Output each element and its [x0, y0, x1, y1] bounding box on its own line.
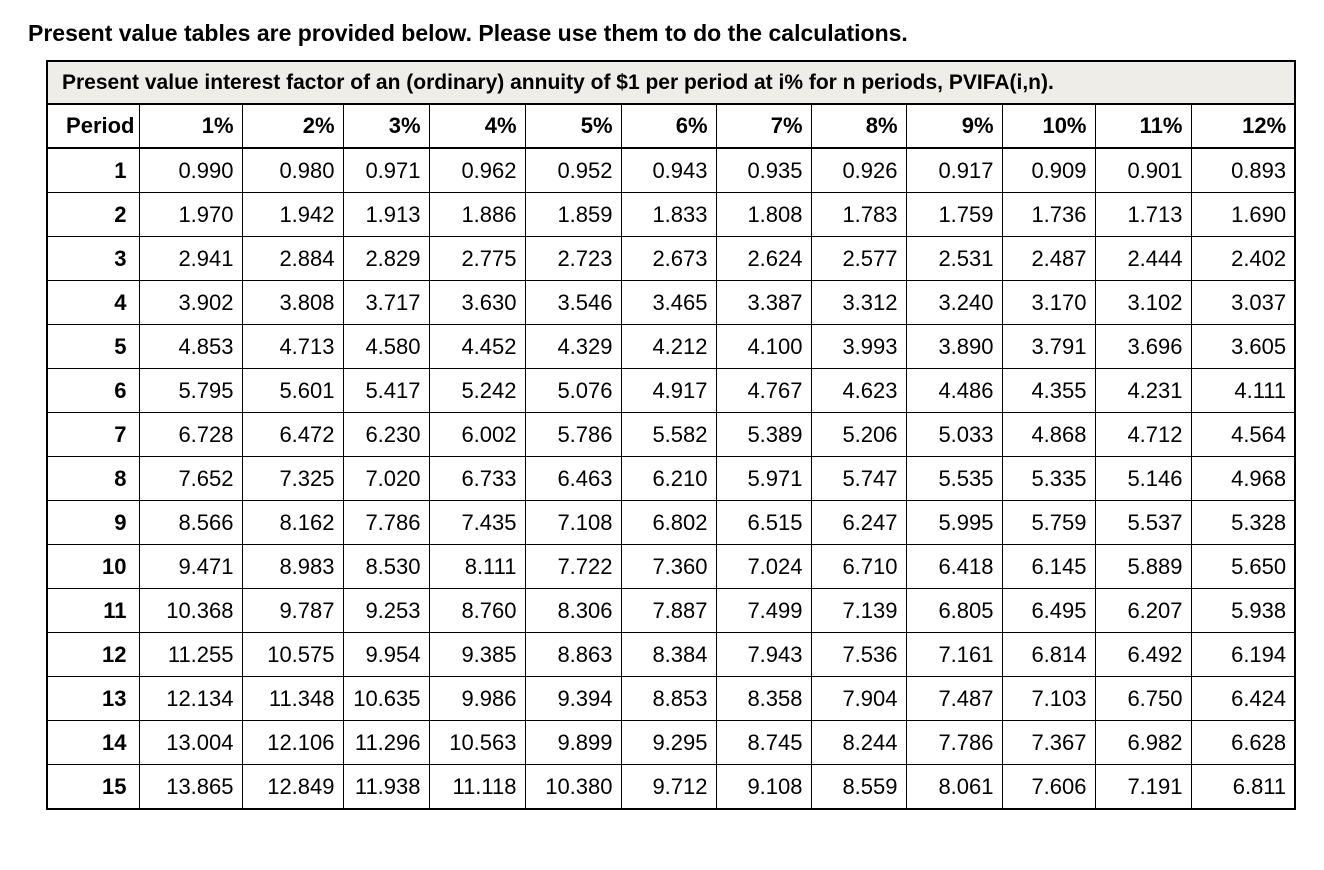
period-cell: 9	[47, 501, 139, 545]
factor-cell: 8.358	[716, 677, 811, 721]
factor-cell: 8.384	[621, 633, 716, 677]
factor-cell: 7.887	[621, 589, 716, 633]
table-row	[47, 765, 1295, 810]
period-cell: 3	[47, 237, 139, 281]
table-row	[47, 325, 1295, 369]
factor-cell: 9.954	[343, 633, 429, 677]
factor-cell: 6.145	[1002, 545, 1095, 589]
factor-cell: 6.492	[1095, 633, 1191, 677]
factor-cell: 0.952	[525, 148, 621, 193]
factor-cell: 5.786	[525, 413, 621, 457]
rate-column-header: 11%	[1095, 104, 1191, 148]
factor-cell: 6.002	[429, 413, 525, 457]
factor-cell: 8.306	[525, 589, 621, 633]
factor-cell: 2.402	[1191, 237, 1295, 281]
factor-cell: 4.917	[621, 369, 716, 413]
factor-cell: 3.791	[1002, 325, 1095, 369]
table-row	[47, 281, 1295, 325]
rate-column-header: 9%	[906, 104, 1002, 148]
factor-cell: 3.312	[811, 281, 906, 325]
factor-cell: 12.106	[242, 721, 343, 765]
factor-cell: 7.435	[429, 501, 525, 545]
rate-column-header: 10%	[1002, 104, 1095, 148]
table-body	[47, 148, 1295, 809]
factor-cell: 4.231	[1095, 369, 1191, 413]
factor-cell: 8.162	[242, 501, 343, 545]
factor-cell: 6.811	[1191, 765, 1295, 810]
table-row	[47, 501, 1295, 545]
factor-cell: 6.710	[811, 545, 906, 589]
factor-cell: 2.829	[343, 237, 429, 281]
factor-cell: 2.941	[139, 237, 242, 281]
factor-cell: 9.712	[621, 765, 716, 810]
factor-cell: 5.328	[1191, 501, 1295, 545]
factor-cell: 5.535	[906, 457, 1002, 501]
table-header-row	[47, 104, 1295, 148]
factor-cell: 4.968	[1191, 457, 1295, 501]
rate-column-header: 2%	[242, 104, 343, 148]
factor-cell: 7.024	[716, 545, 811, 589]
factor-cell: 6.495	[1002, 589, 1095, 633]
factor-cell: 3.902	[139, 281, 242, 325]
factor-cell: 7.360	[621, 545, 716, 589]
table-row	[47, 193, 1295, 237]
period-cell: 15	[47, 765, 139, 810]
factor-cell: 4.100	[716, 325, 811, 369]
factor-cell: 4.868	[1002, 413, 1095, 457]
factor-cell: 7.191	[1095, 765, 1191, 810]
factor-cell: 4.486	[906, 369, 1002, 413]
factor-cell: 2.487	[1002, 237, 1095, 281]
factor-cell: 4.853	[139, 325, 242, 369]
factor-cell: 2.673	[621, 237, 716, 281]
rate-column-header: 8%	[811, 104, 906, 148]
factor-cell: 1.970	[139, 193, 242, 237]
table-row	[47, 721, 1295, 765]
factor-cell: 0.943	[621, 148, 716, 193]
factor-cell: 6.230	[343, 413, 429, 457]
rate-column-header: 1%	[139, 104, 242, 148]
factor-cell: 0.980	[242, 148, 343, 193]
factor-cell: 4.111	[1191, 369, 1295, 413]
rate-column-header: 12%	[1191, 104, 1295, 148]
factor-cell: 6.733	[429, 457, 525, 501]
factor-cell: 8.863	[525, 633, 621, 677]
factor-cell: 13.865	[139, 765, 242, 810]
factor-cell: 6.515	[716, 501, 811, 545]
factor-cell: 9.986	[429, 677, 525, 721]
period-column-header: Period	[47, 104, 139, 148]
factor-cell: 7.108	[525, 501, 621, 545]
factor-cell: 6.424	[1191, 677, 1295, 721]
factor-cell: 7.161	[906, 633, 1002, 677]
factor-cell: 8.559	[811, 765, 906, 810]
factor-cell: 1.859	[525, 193, 621, 237]
period-cell: 1	[47, 148, 139, 193]
rate-column-header: 6%	[621, 104, 716, 148]
factor-cell: 4.580	[343, 325, 429, 369]
factor-cell: 5.601	[242, 369, 343, 413]
factor-cell: 6.194	[1191, 633, 1295, 677]
factor-cell: 3.102	[1095, 281, 1191, 325]
factor-cell: 7.786	[906, 721, 1002, 765]
period-cell: 2	[47, 193, 139, 237]
factor-cell: 5.242	[429, 369, 525, 413]
factor-cell: 7.652	[139, 457, 242, 501]
factor-cell: 1.713	[1095, 193, 1191, 237]
factor-cell: 2.723	[525, 237, 621, 281]
factor-cell: 8.745	[716, 721, 811, 765]
table-row	[47, 148, 1295, 193]
factor-cell: 8.853	[621, 677, 716, 721]
factor-cell: 7.786	[343, 501, 429, 545]
factor-cell: 1.759	[906, 193, 1002, 237]
factor-cell: 1.808	[716, 193, 811, 237]
factor-cell: 6.805	[906, 589, 1002, 633]
factor-cell: 7.139	[811, 589, 906, 633]
factor-cell: 3.546	[525, 281, 621, 325]
factor-cell: 9.899	[525, 721, 621, 765]
factor-cell: 3.465	[621, 281, 716, 325]
factor-cell: 2.531	[906, 237, 1002, 281]
factor-cell: 3.808	[242, 281, 343, 325]
factor-cell: 13.004	[139, 721, 242, 765]
factor-cell: 3.630	[429, 281, 525, 325]
factor-cell: 5.582	[621, 413, 716, 457]
factor-cell: 0.971	[343, 148, 429, 193]
factor-cell: 3.170	[1002, 281, 1095, 325]
factor-cell: 0.990	[139, 148, 242, 193]
factor-cell: 10.575	[242, 633, 343, 677]
factor-cell: 7.103	[1002, 677, 1095, 721]
factor-cell: 3.696	[1095, 325, 1191, 369]
rate-column-header: 4%	[429, 104, 525, 148]
factor-cell: 4.767	[716, 369, 811, 413]
factor-cell: 6.750	[1095, 677, 1191, 721]
factor-cell: 2.884	[242, 237, 343, 281]
factor-cell: 5.206	[811, 413, 906, 457]
factor-cell: 1.833	[621, 193, 716, 237]
factor-cell: 5.389	[716, 413, 811, 457]
factor-cell: 1.736	[1002, 193, 1095, 237]
factor-cell: 6.463	[525, 457, 621, 501]
factor-cell: 8.061	[906, 765, 1002, 810]
factor-cell: 6.472	[242, 413, 343, 457]
factor-cell: 11.348	[242, 677, 343, 721]
factor-cell: 5.650	[1191, 545, 1295, 589]
factor-cell: 0.926	[811, 148, 906, 193]
factor-cell: 6.247	[811, 501, 906, 545]
period-cell: 7	[47, 413, 139, 457]
factor-cell: 11.938	[343, 765, 429, 810]
table-row	[47, 457, 1295, 501]
factor-cell: 7.325	[242, 457, 343, 501]
factor-cell: 8.530	[343, 545, 429, 589]
factor-cell: 1.886	[429, 193, 525, 237]
factor-cell: 9.787	[242, 589, 343, 633]
factor-cell: 4.452	[429, 325, 525, 369]
factor-cell: 1.942	[242, 193, 343, 237]
period-cell: 11	[47, 589, 139, 633]
factor-cell: 7.722	[525, 545, 621, 589]
factor-cell: 10.635	[343, 677, 429, 721]
period-cell: 12	[47, 633, 139, 677]
rate-column-header: 5%	[525, 104, 621, 148]
period-cell: 8	[47, 457, 139, 501]
factor-cell: 6.814	[1002, 633, 1095, 677]
factor-cell: 5.747	[811, 457, 906, 501]
factor-cell: 5.537	[1095, 501, 1191, 545]
table-row	[47, 369, 1295, 413]
factor-cell: 5.033	[906, 413, 1002, 457]
factor-cell: 0.893	[1191, 148, 1295, 193]
factor-cell: 7.606	[1002, 765, 1095, 810]
factor-cell: 0.901	[1095, 148, 1191, 193]
factor-cell: 5.146	[1095, 457, 1191, 501]
factor-cell: 5.995	[906, 501, 1002, 545]
table-row	[47, 413, 1295, 457]
factor-cell: 6.418	[906, 545, 1002, 589]
factor-cell: 5.795	[139, 369, 242, 413]
rate-column-header: 7%	[716, 104, 811, 148]
table-row	[47, 633, 1295, 677]
factor-cell: 9.108	[716, 765, 811, 810]
factor-cell: 6.982	[1095, 721, 1191, 765]
factor-cell: 8.111	[429, 545, 525, 589]
factor-cell: 5.335	[1002, 457, 1095, 501]
period-cell: 4	[47, 281, 139, 325]
factor-cell: 0.909	[1002, 148, 1095, 193]
period-cell: 13	[47, 677, 139, 721]
factor-cell: 5.971	[716, 457, 811, 501]
factor-cell: 6.210	[621, 457, 716, 501]
period-cell: 10	[47, 545, 139, 589]
factor-cell: 4.355	[1002, 369, 1095, 413]
factor-cell: 8.760	[429, 589, 525, 633]
factor-cell: 4.712	[1095, 413, 1191, 457]
factor-cell: 6.728	[139, 413, 242, 457]
factor-cell: 12.134	[139, 677, 242, 721]
factor-cell: 3.240	[906, 281, 1002, 325]
factor-cell: 5.076	[525, 369, 621, 413]
factor-cell: 7.487	[906, 677, 1002, 721]
factor-cell: 11.118	[429, 765, 525, 810]
factor-cell: 6.628	[1191, 721, 1295, 765]
factor-cell: 4.623	[811, 369, 906, 413]
factor-cell: 6.802	[621, 501, 716, 545]
factor-cell: 3.387	[716, 281, 811, 325]
rate-column-header: 3%	[343, 104, 429, 148]
factor-cell: 5.938	[1191, 589, 1295, 633]
period-cell: 6	[47, 369, 139, 413]
factor-cell: 9.253	[343, 589, 429, 633]
factor-cell: 10.368	[139, 589, 242, 633]
table-row	[47, 237, 1295, 281]
factor-cell: 11.255	[139, 633, 242, 677]
factor-cell: 4.564	[1191, 413, 1295, 457]
factor-cell: 0.962	[429, 148, 525, 193]
factor-cell: 5.417	[343, 369, 429, 413]
factor-cell: 7.904	[811, 677, 906, 721]
factor-cell: 7.020	[343, 457, 429, 501]
factor-cell: 5.759	[1002, 501, 1095, 545]
period-cell: 14	[47, 721, 139, 765]
factor-cell: 3.717	[343, 281, 429, 325]
factor-cell: 7.367	[1002, 721, 1095, 765]
factor-cell: 10.563	[429, 721, 525, 765]
factor-cell: 12.849	[242, 765, 343, 810]
factor-cell: 7.943	[716, 633, 811, 677]
factor-cell: 9.385	[429, 633, 525, 677]
factor-cell: 3.605	[1191, 325, 1295, 369]
factor-cell: 2.444	[1095, 237, 1191, 281]
factor-cell: 8.566	[139, 501, 242, 545]
factor-cell: 5.889	[1095, 545, 1191, 589]
factor-cell: 3.993	[811, 325, 906, 369]
factor-cell: 3.890	[906, 325, 1002, 369]
factor-cell: 9.471	[139, 545, 242, 589]
factor-cell: 11.296	[343, 721, 429, 765]
factor-cell: 2.775	[429, 237, 525, 281]
factor-cell: 2.624	[716, 237, 811, 281]
factor-cell: 1.783	[811, 193, 906, 237]
factor-cell: 7.536	[811, 633, 906, 677]
factor-cell: 1.690	[1191, 193, 1295, 237]
factor-cell: 9.295	[621, 721, 716, 765]
period-cell: 5	[47, 325, 139, 369]
instruction-text: Present value tables are provided below. Please use them to do the calculations.	[28, 20, 908, 46]
factor-cell: 0.917	[906, 148, 1002, 193]
factor-cell: 4.713	[242, 325, 343, 369]
factor-cell: 9.394	[525, 677, 621, 721]
factor-cell: 7.499	[716, 589, 811, 633]
factor-cell: 4.329	[525, 325, 621, 369]
table-row	[47, 677, 1295, 721]
factor-cell: 4.212	[621, 325, 716, 369]
factor-cell: 1.913	[343, 193, 429, 237]
factor-cell: 8.244	[811, 721, 906, 765]
factor-cell: 0.935	[716, 148, 811, 193]
factor-cell: 3.037	[1191, 281, 1295, 325]
factor-cell: 6.207	[1095, 589, 1191, 633]
table-caption: Present value interest factor of an (ordinary) annuity of $1 per period at i% for n periods, PVIFA(i,n).	[47, 61, 1295, 104]
table-row	[47, 545, 1295, 589]
pvifa-table	[46, 60, 1296, 810]
factor-cell: 8.983	[242, 545, 343, 589]
factor-cell: 2.577	[811, 237, 906, 281]
factor-cell: 10.380	[525, 765, 621, 810]
table-row	[47, 589, 1295, 633]
